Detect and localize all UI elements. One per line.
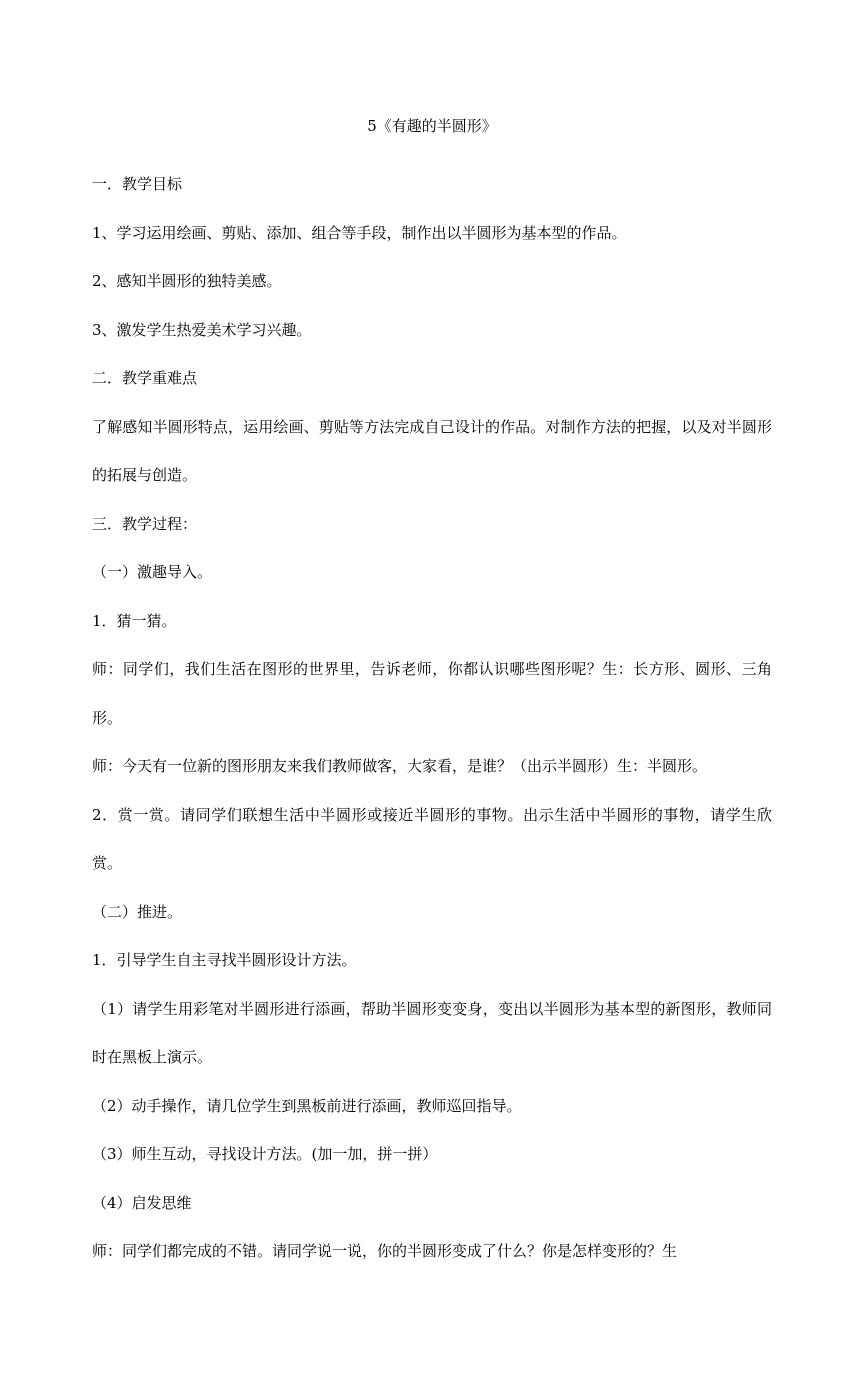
sub-step-3: （3）师生互动，寻找设计方法。(加一加，拼一拼） bbox=[92, 1145, 438, 1163]
objective-item-1: 1、学习运用绘画、剪贴、添加、组合等手段，制作出以半圆形为基本型的作品。 bbox=[92, 223, 627, 242]
dialogue-paragraph-1: 师：同学们，我们生活在图形的世界里，告诉老师，你都认识哪些图形呢？生：长方形、圆形、三角形。 bbox=[92, 660, 772, 727]
document-body bbox=[92, 112, 772, 1276]
section-heading-objectives: 一．教学目标 bbox=[92, 175, 183, 193]
dialogue-paragraph-2: 师：今天有一位新的图形朋友来我们教师做客，大家看，是谁？（出示半圆形）生：半圆形。 bbox=[92, 757, 708, 775]
document-title: 5《有趣的半圆形》 bbox=[367, 117, 497, 135]
sub-step-2: （2）动手操作，请几位学生到黑板前进行添画，教师巡回指导。 bbox=[92, 1096, 522, 1115]
objective-item-3: 3、激发学生热爱美术学习兴趣。 bbox=[92, 320, 312, 339]
objective-item-2: 2、感知半圆形的独特美感。 bbox=[92, 272, 282, 290]
section-heading-process: 三．教学过程： bbox=[92, 514, 198, 533]
section-heading-key-points: 二．教学重难点 bbox=[92, 369, 198, 387]
dialogue-paragraph-3: 师：同学们都完成的不错。请同学说一说，你的半圆形变成了什么？你是怎样变形的？生 bbox=[92, 1242, 678, 1260]
key-points-paragraph: 了解感知半圆形特点，运用绘画、剪贴等方法完成自己设计的作品。对制作方法的把握，以及对半圆形的拓展与创造。 bbox=[92, 417, 772, 484]
step-guide-students: 1．引导学生自主寻找半圆形设计方法。 bbox=[92, 951, 357, 969]
step-guess: 1．猜一猜。 bbox=[92, 611, 177, 630]
subsection-heading-advance: （二）推进。 bbox=[92, 902, 183, 921]
sub-step-1: （1）请学生用彩笔对半圆形进行添画，帮助半圆形变变身，变出以半圆形为基本型的新图形，教师同时在黑板上演示。 bbox=[92, 999, 772, 1066]
step-appreciate: 2．赏一赏。请同学们联想生活中半圆形或接近半圆形的事物。出示生活中半圆形的事物，请学生欣赏。 bbox=[92, 805, 772, 872]
sub-step-4: （4）启发思维 bbox=[92, 1193, 192, 1212]
subsection-heading-intro: （一）激趣导入。 bbox=[92, 563, 213, 581]
